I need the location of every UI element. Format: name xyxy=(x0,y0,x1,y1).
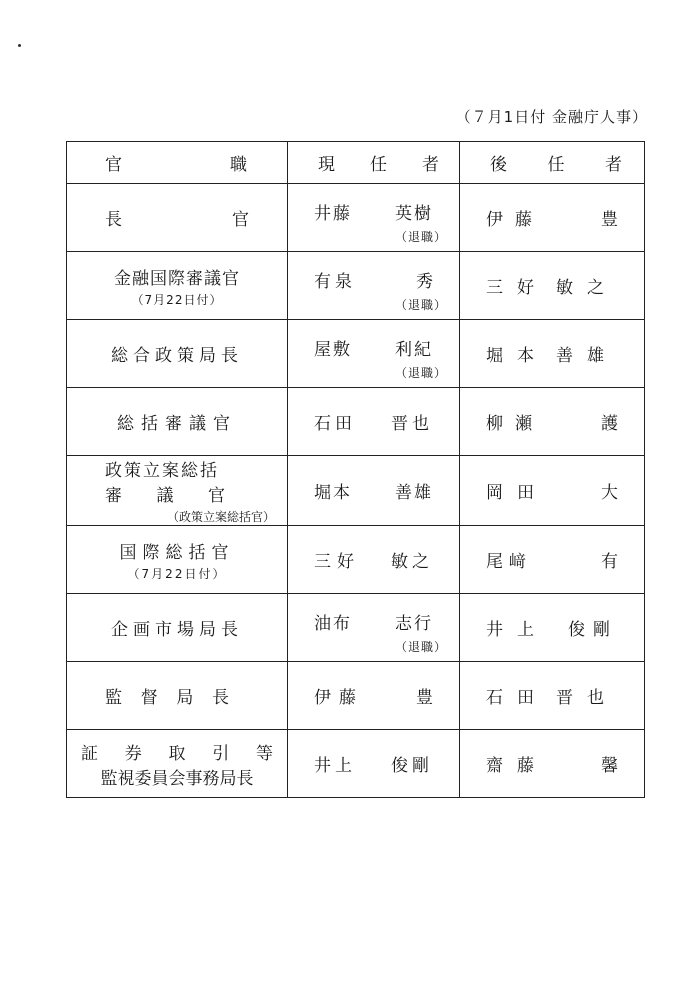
current-surname: 伊藤 xyxy=(314,688,364,708)
current-surname: 井藤 xyxy=(314,203,352,224)
position-cell xyxy=(67,184,288,252)
current-given-name: 豊 xyxy=(416,688,433,708)
position-char: 券 xyxy=(124,743,142,764)
current-cell xyxy=(288,662,460,730)
personnel-table xyxy=(66,141,645,798)
successor-cell xyxy=(460,184,645,252)
position-title-line1: 政策立案総括 xyxy=(105,461,219,481)
current-given-name: 英樹 xyxy=(395,203,433,224)
position-cell xyxy=(67,320,288,388)
position-char: 長 xyxy=(105,210,122,230)
table-row xyxy=(67,456,645,526)
position-title: 総合政策局長 xyxy=(111,346,243,366)
current-given-name: 志行 xyxy=(395,613,433,634)
successor-surname: 堀本 xyxy=(486,346,548,366)
successor-cell xyxy=(460,320,645,388)
table-header-row xyxy=(67,142,645,184)
successor-cell xyxy=(460,456,645,526)
successor-cell xyxy=(460,388,645,456)
current-cell xyxy=(288,252,460,320)
current-surname: 三好 xyxy=(314,552,360,572)
current-cell xyxy=(288,730,460,798)
table-row xyxy=(67,320,645,388)
header-successor-char: 者 xyxy=(605,155,622,175)
successor-surname: 岡田 xyxy=(486,483,548,503)
position-title: 企画市場局長 xyxy=(111,620,243,640)
table-row xyxy=(67,662,645,730)
table-row xyxy=(67,730,645,798)
table-row xyxy=(67,594,645,662)
position-char: 取 xyxy=(168,743,186,764)
successor-cell xyxy=(460,594,645,662)
successor-given-name: 護 xyxy=(601,414,618,434)
position-char: 証 xyxy=(81,743,98,764)
table-row xyxy=(67,252,645,320)
successor-surname: 石田 xyxy=(486,688,548,708)
current-cell xyxy=(288,594,460,662)
position-char: 等 xyxy=(256,743,273,764)
position-title: 国際総括官 xyxy=(119,542,235,563)
effective-date-note: （7月22日付） xyxy=(131,292,223,307)
header-position-char: 官 xyxy=(105,155,122,175)
header-current xyxy=(288,142,460,184)
scan-speck xyxy=(18,44,21,47)
successor-cell xyxy=(460,730,645,798)
current-given-name: 俊剛 xyxy=(391,756,433,776)
successor-given-name: 敏之 xyxy=(556,278,618,298)
position-char: 局 xyxy=(176,688,194,708)
current-surname: 屋敷 xyxy=(314,339,352,360)
current-surname: 油布 xyxy=(314,613,352,634)
successor-given-name: 馨 xyxy=(601,756,618,776)
current-surname: 石田 xyxy=(314,414,356,434)
successor-given-name: 豊 xyxy=(601,210,618,230)
position-char: 官 xyxy=(208,486,225,506)
header-current-char: 者 xyxy=(422,155,439,175)
current-surname: 井上 xyxy=(314,756,356,776)
current-cell xyxy=(288,526,460,594)
position-cell xyxy=(67,456,288,526)
successor-surname: 柳瀬 xyxy=(486,414,544,434)
successor-cell xyxy=(460,252,645,320)
retirement-note: （退職） xyxy=(394,365,447,380)
header-current-char: 現 xyxy=(318,155,335,175)
current-surname: 堀本 xyxy=(314,483,352,503)
table-row xyxy=(67,184,645,252)
position-title-line2: 監視委員会事務局長 xyxy=(100,768,254,789)
successor-surname: 尾﨑 xyxy=(486,552,532,572)
position-title: 総括審議官 xyxy=(117,414,237,434)
effective-date-note: （7月22日付） xyxy=(127,566,227,581)
current-given-name: 秀 xyxy=(416,271,433,292)
retirement-note: （退職） xyxy=(394,639,447,654)
successor-given-name: 大 xyxy=(601,483,618,503)
header-position xyxy=(67,142,288,184)
header-successor-char: 後 xyxy=(490,155,507,175)
successor-given-name: 俊剛 xyxy=(568,620,618,640)
current-surname: 有泉 xyxy=(314,271,356,292)
successor-given-name: 晋也 xyxy=(556,688,618,708)
position-char: 議 xyxy=(156,486,174,506)
position-cell xyxy=(67,730,288,798)
successor-surname: 齋藤 xyxy=(486,756,548,776)
page-title: （７月1日付 金融庁人事） xyxy=(455,108,648,126)
position-cell xyxy=(67,252,288,320)
position-cell xyxy=(67,388,288,456)
table-row xyxy=(67,388,645,456)
successor-cell xyxy=(460,662,645,730)
position-char: 引 xyxy=(212,743,230,764)
header-current-char: 任 xyxy=(370,155,387,175)
position-char: 官 xyxy=(232,210,249,230)
position-char: 長 xyxy=(211,688,229,708)
position-cell xyxy=(67,662,288,730)
position-char: 監 xyxy=(105,688,122,708)
position-char: 督 xyxy=(140,688,158,708)
table-row xyxy=(67,526,645,594)
current-cell xyxy=(288,388,460,456)
successor-cell xyxy=(460,526,645,594)
position-cell xyxy=(67,526,288,594)
position-title: 金融国際審議官 xyxy=(114,268,240,289)
current-given-name: 善雄 xyxy=(395,483,433,503)
successor-given-name: 有 xyxy=(601,552,618,572)
header-successor-char: 任 xyxy=(547,155,565,175)
current-cell xyxy=(288,320,460,388)
retirement-note: （退職） xyxy=(394,297,447,312)
successor-given-name: 善雄 xyxy=(556,346,618,366)
successor-surname: 井上 xyxy=(486,620,548,640)
header-successor xyxy=(460,142,645,184)
current-cell xyxy=(288,184,460,252)
position-char: 審 xyxy=(105,486,122,506)
position-cell xyxy=(67,594,288,662)
current-given-name: 敏之 xyxy=(391,552,433,572)
retirement-note: （退職） xyxy=(394,229,447,244)
successor-surname: 三好 xyxy=(486,278,548,298)
current-cell xyxy=(288,456,460,526)
current-given-name: 利紀 xyxy=(395,339,433,360)
successor-surname: 伊藤 xyxy=(486,210,544,230)
position-note: （政策立案総括官） xyxy=(166,510,275,524)
current-given-name: 晋也 xyxy=(391,414,433,434)
header-position-char: 職 xyxy=(230,155,247,175)
